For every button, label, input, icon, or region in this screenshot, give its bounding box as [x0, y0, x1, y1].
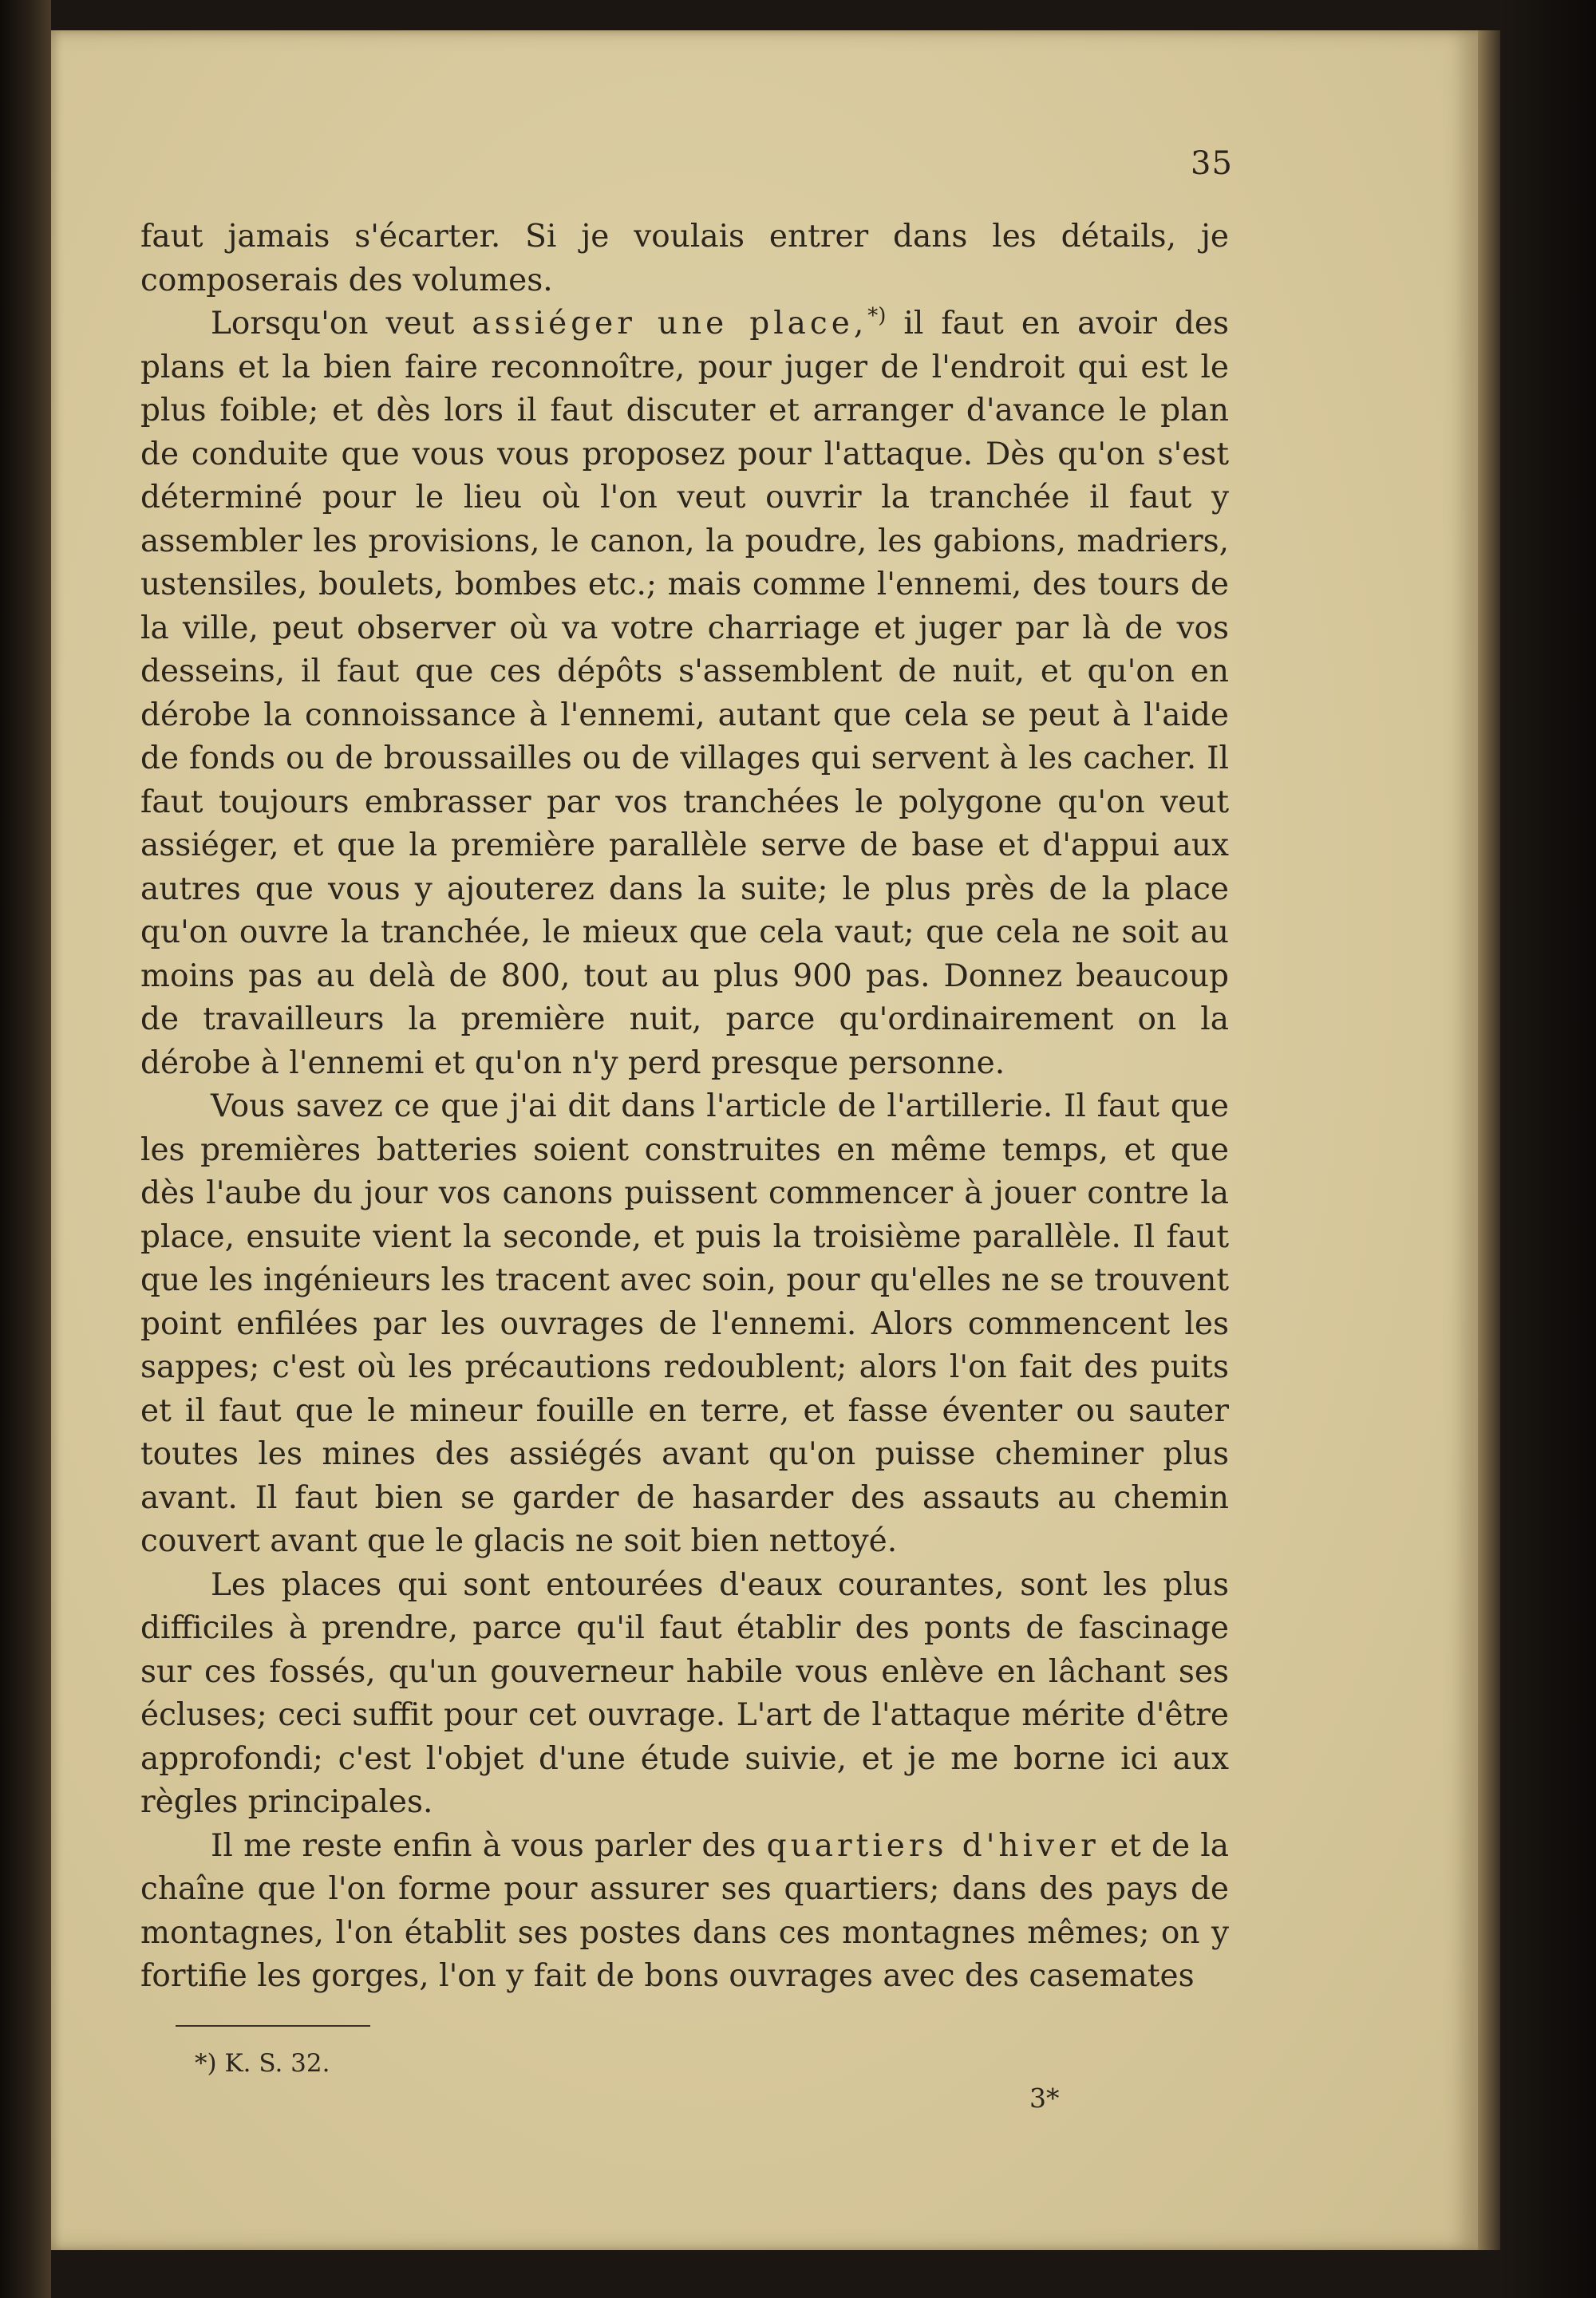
paragraph-siege-preparation [140, 302, 1229, 1085]
body-text [140, 215, 1229, 1999]
paragraph-text: et de la chaîne que l'on forme pour assurer ses quartiers; dans des pays de montagnes, l'on établit ses postes dans ces montagnes mêmes; on y fortifie les gorges, l'on y fait de bons ouvrages avec des casemates [140, 1827, 1230, 1994]
paragraph-winter-quarters [140, 1825, 1229, 1999]
book-left-edge [0, 0, 51, 2298]
emphasized-term: quartiers d'hiver [766, 1827, 1100, 1864]
signature-mark: 3* [1029, 2083, 1060, 2114]
page-gutter [1478, 30, 1500, 2250]
paragraph-batteries: Vous savez ce que j'ai dit dans l'article de l'artillerie. Il faut que les premières batteries soient construites en même temps, et que dès l'aube du jour vos canons puissent commencer à jouer contre la place, ensuite vient la seconde, et puis la troisième parallèle. Il faut que les ingénieurs les tracent avec soin, pour qu'elles ne se trouvent point enfilées par les ouvrages de l'ennemi. Alors commencent les sappes; c'est où les précautions redoublent; alors l'on fait des puits et il faut que le mineur fouille en terre, et fasse éventer ou sauter toutes les mines des assiégés avant qu'on puisse cheminer plus avant. Il faut bien se garder de hasarder des assauts au chemin couvert avant que le glacis ne soit bien nettoyé. [140, 1088, 1229, 1559]
footnote-divider [176, 2025, 370, 2027]
paragraph-continued: faut jamais s'écarter. Si je voulais entrer dans les détails, je composerais des volumes. [140, 219, 1229, 298]
paragraph-text: Il me reste enfin à vous parler des [211, 1827, 767, 1864]
paragraph-water-places: Les places qui sont entourées d'eaux courantes, sont les plus difficiles à prendre, parce qu'il faut établir des ponts de fascinage sur ces fossés, qu'un gouverneur habile vous enlève en lâchant ses écluses; ceci suffit pour cet ouvrage. L'art de l'attaque mérite d'être approfondi; c'est l'objet d'une étude suivie, et je me borne ici aux règles principales. [140, 1566, 1229, 1820]
page-number: 35 [1191, 145, 1233, 182]
paragraph-text: Lorsqu'on veut [211, 306, 472, 342]
footnote: *) K. S. 32. [195, 2049, 330, 2078]
footnote-marker: *) [867, 304, 887, 328]
emphasized-term: assiéger une place, [472, 306, 868, 342]
book-right-edge [1500, 0, 1596, 2298]
paragraph-text: il faut en avoir des plans et la bien faire reconnoître, pour juger de l'endroit qui est le plus foible; et dès lors il faut discuter et arranger d'avance le plan de conduite que vous vous proposez pour l'attaque. Dès qu'on s'est déterminé pour le lieu où l'on veut ouvrir la tranchée il faut y assembler les provisions, le canon, la poudre, les gabions, madriers, ustensiles, boulets, bombes etc.; mais comme l'ennemi, des tours de la ville, peut observer où va votre charriage et juger par là de vos desseins, il faut que ces dépôts s'assemblent de nuit, et qu'on en dérobe la connoissance à l'ennemi, autant que cela se peut à l'aide de fonds ou de broussailles ou de villages qui servent à les cacher. Il faut toujours embrasser par vos tranchées le polygone qu'on veut assiéger, et que la première parallèle serve de base et d'appui aux autres que vous y ajouterez dans la suite; le plus près de la place qu'on ouvre la tranchée, le mieux que cela vaut; que cela ne soit au moins pas au delà de 800, tout au plus 900 pas. Donnez beaucoup de travailleurs la première nuit, parce qu'ordinairement on la dérobe à l'ennemi et qu'on n'y perd presque personne. [140, 306, 1230, 1081]
